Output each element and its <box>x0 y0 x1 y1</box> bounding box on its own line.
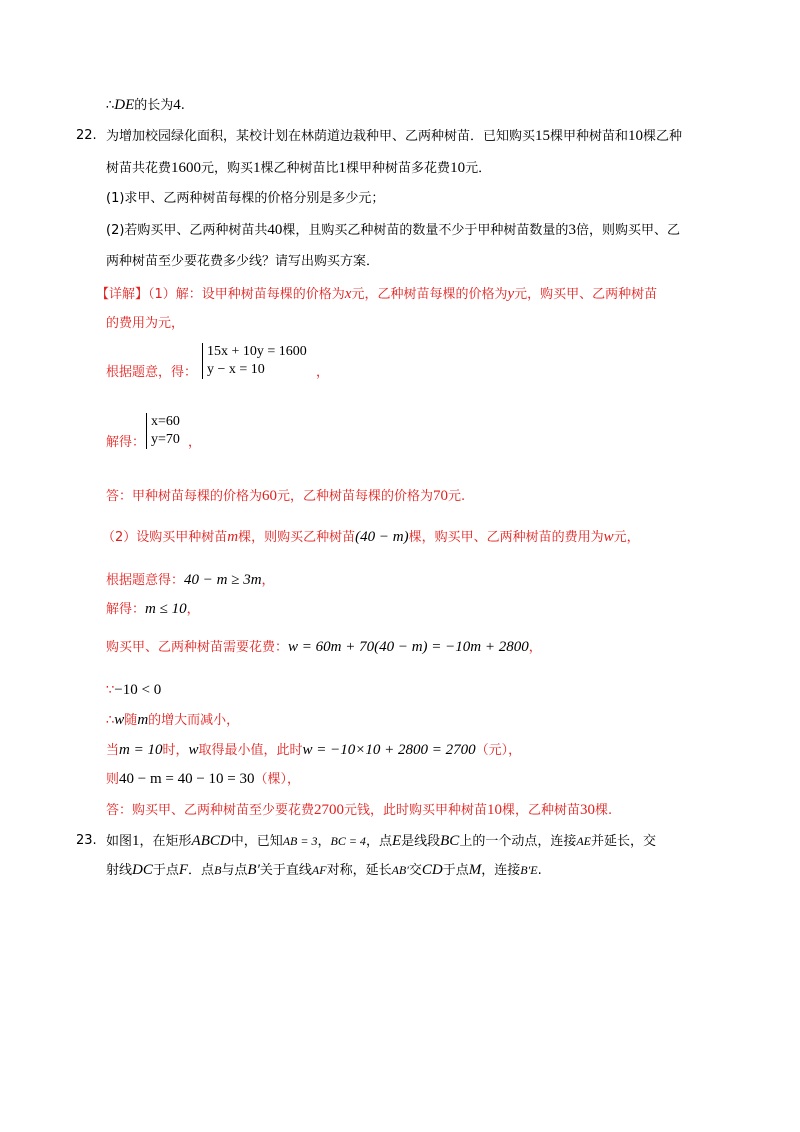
given-ab: AB = 3 <box>282 834 318 848</box>
number: 1 <box>132 833 140 849</box>
text: 树苗共花费 <box>106 161 172 176</box>
text: 购买甲、乙两种树苗需要花费： <box>106 640 289 655</box>
text: ， <box>261 573 275 588</box>
cost-expression: w = 60m + 70(40 − m) = −10m + 2800 <box>288 639 529 655</box>
q22-part-2-cont: 两种树苗至少要花费多少线？请写出购买方案． <box>106 254 380 269</box>
text: 元，购买甲、乙两种树苗 <box>514 287 658 302</box>
var-m: m <box>227 529 239 545</box>
text: （元）， <box>475 743 522 758</box>
text: 棵乙种 <box>643 129 683 144</box>
var-w: w <box>188 742 199 758</box>
text: 根据题意得： <box>106 573 185 588</box>
segment-ae: AE <box>576 834 591 848</box>
text: 棵. <box>595 803 613 818</box>
number: 15 <box>535 128 551 144</box>
number: 2700 <box>314 802 345 818</box>
segment-cd: CD <box>421 862 443 878</box>
number: 40 <box>267 222 283 238</box>
text: 棵，则购买乙种树苗 <box>238 530 356 545</box>
text: 的长为 <box>134 98 174 113</box>
text: 元，乙种树苗每棵的价格为 <box>351 287 508 302</box>
number: 70 <box>433 488 449 504</box>
text: ， <box>528 640 542 655</box>
text: 答：甲种树苗每棵的价格为 <box>106 489 263 504</box>
text: ，连接 <box>481 863 521 878</box>
expr: 40 − m = 40 − 10 = 30 <box>119 771 255 787</box>
text: 中，已知 <box>230 834 283 849</box>
text: 当 <box>106 743 120 758</box>
segment-b-prime-e: B′E <box>520 863 538 877</box>
system-1-eq-1: 15x + 10y = 1600 <box>207 344 307 359</box>
count-line <box>106 770 300 789</box>
number: 30 <box>580 802 596 818</box>
text: 棵甲种树苗和 <box>550 129 629 144</box>
text: 对称，延长 <box>326 863 392 878</box>
question-number-23: 23. <box>76 833 97 848</box>
text: 【详解】（1）解：设甲种树苗每棵的价格为 <box>96 287 345 302</box>
text: 元，购买 <box>201 161 254 176</box>
system-2-eq-2: y=70 <box>151 432 180 447</box>
var-x: x <box>344 286 352 302</box>
text: （2）设购买甲种树苗 <box>102 530 228 545</box>
q23-line-1 <box>106 832 656 851</box>
minimum-line <box>106 741 521 760</box>
point-e: E <box>391 833 402 849</box>
inequality-solution <box>106 600 200 619</box>
line-af: AF <box>311 863 327 877</box>
text: （棵）， <box>254 772 301 787</box>
text: 关于直线 <box>259 863 312 878</box>
text: 于点 <box>442 863 469 878</box>
expr: w = −10×10 + 2800 = 2700 <box>302 742 476 758</box>
text: 并延长，交 <box>591 834 657 849</box>
var-w: w <box>114 712 125 728</box>
part-2-setup <box>102 528 640 547</box>
text: . <box>537 863 542 878</box>
text: 上的一个动点，连接 <box>459 834 577 849</box>
text: . <box>180 98 185 113</box>
text: 倍，则购买甲、乙 <box>575 223 680 238</box>
q22-line-1 <box>106 127 682 146</box>
number: 1 <box>253 160 261 176</box>
text: 元． <box>465 161 492 176</box>
q23-line-2 <box>106 861 542 880</box>
text: 元，乙种树苗每棵的价格为 <box>277 489 434 504</box>
text: 取得最小值，此时 <box>198 743 303 758</box>
text: 射线 <box>106 863 133 878</box>
solution: m ≤ 10 <box>145 601 187 617</box>
text: 如图 <box>106 834 133 849</box>
var-m: m <box>137 712 149 728</box>
point-f: F <box>178 862 189 878</box>
text: ．点 <box>188 863 215 878</box>
given-bc: BC = 4 <box>330 834 366 848</box>
segment-de: DE <box>114 97 135 113</box>
text: 于点 <box>152 863 179 878</box>
text: 答：购买甲、乙两种树苗至少要花费 <box>106 803 315 818</box>
text: ，点 <box>365 834 392 849</box>
system-2-eq-1: x=60 <box>151 414 180 429</box>
text: 则 <box>106 772 120 787</box>
system-2-label: 解得： <box>106 435 146 450</box>
expr: m = 10 <box>119 742 163 758</box>
number: 3 <box>568 222 576 238</box>
text: ， <box>317 834 331 849</box>
q22-part-1: (1)求甲、乙两种树苗每棵的价格分别是多少元； <box>106 191 385 206</box>
because-line <box>106 681 161 700</box>
number: 10 <box>628 128 644 144</box>
text: 棵甲种树苗多花费 <box>346 161 451 176</box>
text: 与点 <box>221 863 248 878</box>
segment-bc: BC <box>440 833 460 849</box>
solution-system-2 <box>146 413 180 449</box>
var-w: w <box>603 529 614 545</box>
text: 棵，购买甲、乙两种树苗的费用为 <box>408 530 604 545</box>
segment-ab-prime: AB′ <box>391 863 409 877</box>
q22-line-2 <box>106 159 491 178</box>
expr: (40 − m) <box>355 529 409 545</box>
monotonic-line <box>106 711 239 730</box>
question-number-22: 22. <box>76 128 97 143</box>
number: 10 <box>487 802 503 818</box>
text: 元钱，此时购买甲种树苗 <box>344 803 488 818</box>
therefore-symbol: ∴ <box>106 98 115 113</box>
number: 1 <box>338 160 347 176</box>
system-1-label: 根据题意，得： <box>106 365 198 380</box>
solution-detail-line-2: 的费用为元， <box>106 316 185 331</box>
number: 10 <box>450 160 466 176</box>
q22-part-2 <box>106 221 680 240</box>
text: 解得： <box>106 602 146 617</box>
var-y: y <box>507 286 515 302</box>
equation-system-1 <box>202 343 307 379</box>
inequality: 40 − m ≥ 3m <box>184 572 262 588</box>
text: 元. <box>448 489 466 504</box>
answer-part-1 <box>106 487 465 506</box>
system-1-eq-2: y − x = 10 <box>207 362 265 377</box>
text: 是线段 <box>401 834 441 849</box>
text: 时， <box>162 743 189 758</box>
point-m: M <box>468 862 482 878</box>
cost-expression-line <box>106 638 542 657</box>
text: 随 <box>124 713 138 728</box>
point-b-prime: B′ <box>247 862 260 878</box>
number: 60 <box>262 488 278 504</box>
text: 元， <box>613 530 640 545</box>
value: 4 <box>173 97 181 113</box>
system-2-comma: ， <box>188 435 202 450</box>
text: ， <box>186 602 200 617</box>
solution-detail-line-1 <box>96 285 657 304</box>
point-b: B <box>214 863 222 877</box>
because-symbol: ∵ <box>106 683 115 698</box>
text: 交 <box>408 863 422 878</box>
number: 1600 <box>171 160 202 176</box>
therefore-symbol: ∴ <box>106 713 115 728</box>
text: 棵，且购买乙种树苗的数量不少于甲种树苗数量的 <box>282 223 569 238</box>
text: (2)若购买甲、乙两种树苗共 <box>106 223 268 238</box>
system-1-comma: ， <box>316 365 330 380</box>
expr: −10 < 0 <box>114 682 162 698</box>
text: 的增大而减小， <box>148 713 240 728</box>
conclusion-line <box>106 96 185 115</box>
rect-name: ABCD <box>191 833 231 849</box>
text: 棵乙种树苗比 <box>260 161 339 176</box>
text: ，在矩形 <box>139 834 192 849</box>
text: 为增加校园绿化面积，某校计划在林荫道边栽种甲、乙两种树苗．已知购买 <box>106 129 536 144</box>
inequality-line <box>106 571 275 590</box>
ray-dc: DC <box>132 862 153 878</box>
final-answer-line <box>106 801 612 820</box>
text: 棵，乙种树苗 <box>502 803 581 818</box>
